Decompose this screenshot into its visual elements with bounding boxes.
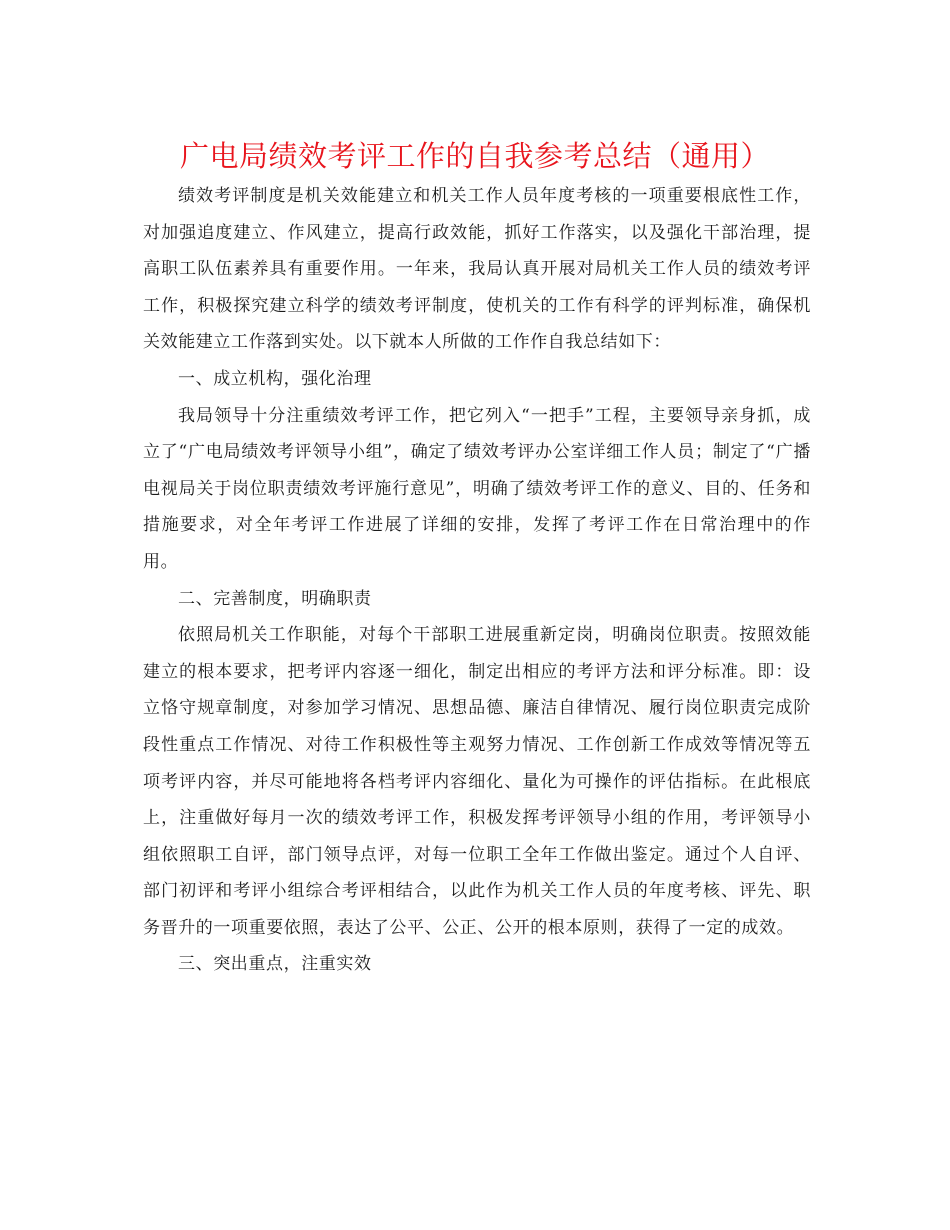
section-heading-2: 二、完善制度，明确职责 (178, 588, 372, 609)
section-heading-1: 一、成立机构，强化治理 (178, 368, 372, 389)
section-heading-3: 三、突出重点，注重实效 (178, 954, 372, 975)
section-2-paragraph: 依照局机关工作职能，对每个干部职工进展重新定岗，明确岗位职责。按照效能建立的根本要求，把考评内容逐一细化，制定出相应的考评方法和评分标准。即：设立恪守规章制度，对参加学习情况、思想品德、廉洁自律情况、履行岗位职责完成阶段性重点工作情况、对待工作积极性等主观努力情况、工作创新工作成效等情况等五项考评内容，并尽可能地将各档考评内容细化、量化为可操作的评估指标。在此根底上，注重做好每月一次的绩效考评工作，积极发挥考评领导小组的作用，考评领导小组依照职工自评，部门领导点评，对每一位职工全年工作做出鉴定。通过个人自评、部门初评和考评小组综合考评相结合，以此作为机关工作人员的年度考核、评先、职务晋升的一项重要依照，表达了公平、公正、公开的根本原则，获得了一定的成效。 (143, 625, 811, 938)
document-body (143, 178, 811, 983)
intro-paragraph: 绩效考评制度是机关效能建立和机关工作人员年度考核的一项重要根底性工作，对加强追度建立、作风建立，提高行政效能，抓好工作落实，以及强化干部治理，提高职工队伍素养具有重要作用。一年来，我局认真开展对局机关工作人员的绩效考评工作，积极探究建立科学的绩效考评制度，使机关的工作有科学的评判标准，确保机关效能建立工作落到实处。以下就本人所做的工作作自我总结如下： (143, 186, 811, 353)
section-1-paragraph: 我局领导十分注重绩效考评工作，把它列入“一把手”工程，主要领导亲身抓，成立了“广电局绩效考评领导小组”，确定了绩效考评办公室详细工作人员；制定了“广播电视局关于岗位职责绩效考评施行意见”，明确了绩效考评工作的意义、目的、任务和措施要求，对全年考评工作进展了详细的安排，发挥了考评工作在日常治理中的作用。 (143, 405, 811, 572)
page-title: 广电局绩效考评工作的自我参考总结（通用） (179, 139, 770, 173)
